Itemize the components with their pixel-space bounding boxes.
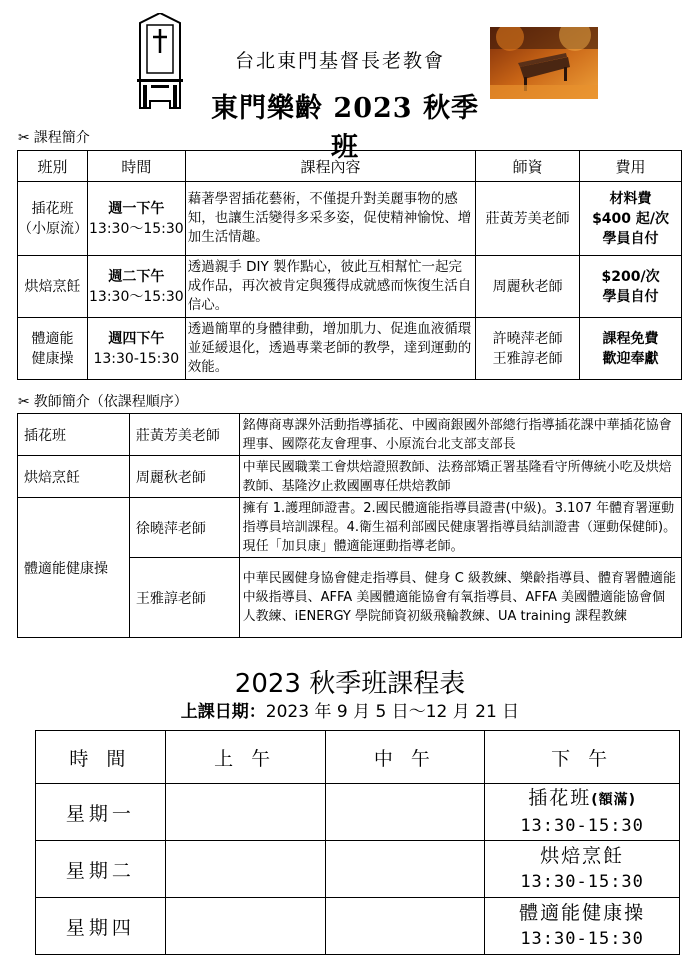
teacher-row: [18, 456, 682, 498]
schedule-dates-label: 上課日期：: [180, 702, 266, 722]
schedule-header-am: 上 午: [165, 731, 325, 784]
courses-section-label: [18, 127, 90, 147]
teacher-name: 周麗秋老師: [129, 456, 239, 498]
course-day: 週四下午: [108, 330, 165, 347]
teacher-bio: 銘傳商專課外活動指導插花、中國商銀國外部總行指導插花課中華插花協會理事、國際花友會理事、小原流台北支部支部長: [239, 414, 681, 456]
course-teacher: 莊黃芳美老師: [476, 182, 580, 256]
course-time: [87, 318, 185, 380]
teacher-name: 莊黃芳美老師: [129, 414, 239, 456]
course-class-sub: 健康操: [31, 350, 74, 367]
schedule-row: [36, 784, 680, 841]
course-class: [18, 182, 88, 256]
course-fee: [580, 256, 682, 318]
schedule-pm: [485, 841, 680, 898]
schedule-pm: [485, 784, 680, 841]
schedule-header-time: 時 間: [36, 731, 166, 784]
schedule-am: [165, 784, 325, 841]
fee-line: $200/次: [601, 268, 660, 285]
schedule-table: [35, 730, 680, 955]
church-name: 台北東門基督長老教會: [234, 50, 445, 72]
teacher-table: [17, 413, 682, 638]
fee-line: 歡迎奉獻: [602, 350, 659, 367]
teacher-bio: 擁有 1.護理師證書。2.國民體適能指導員證書(中級)。3.107 年體育署運動指導員培訓課程。4.衛生福利部國民健康署指導員結訓證書（運動保健師)。現任「加貝康」體適能運動指導老師。: [239, 498, 681, 558]
course-hours: 13:30～15:30: [89, 288, 184, 305]
course-row: [18, 182, 682, 256]
church-logo: [137, 13, 183, 109]
schedule-day: 星期四: [36, 898, 166, 955]
teacher-class: 體適能健康操: [18, 498, 130, 638]
course-teacher: 周麗秋老師: [476, 256, 580, 318]
course-teacher: [476, 318, 580, 380]
header-content: 課程內容: [185, 151, 475, 182]
schedule-day: 星期二: [36, 841, 166, 898]
fee-line: 學員自付: [602, 230, 659, 247]
scissors-icon: ✂: [18, 394, 30, 410]
pm-course-name: 插花班: [528, 787, 592, 809]
header-class: 班別: [18, 151, 88, 182]
course-hours: 13:30～15:30: [89, 220, 184, 237]
pm-course-name: 烘焙烹飪: [540, 845, 625, 867]
fee-line: 課程免費: [602, 330, 659, 347]
course-time: [87, 256, 185, 318]
course-day: 週二下午: [108, 268, 165, 285]
schedule-row: [36, 898, 680, 955]
pm-course-time: 13:30-15:30: [520, 929, 644, 949]
schedule-noon: [325, 784, 485, 841]
course-content: 藉著學習插花藝術，不僅提升對美麗事物的感知，也讓生活變得多采多姿，促使精神愉悅、增加生活情趣。: [185, 182, 475, 256]
pm-course-note: (額滿): [591, 792, 637, 808]
teacher-name: 徐曉萍老師: [129, 498, 239, 558]
header-fee: 費用: [580, 151, 682, 182]
course-row: [18, 256, 682, 318]
pm-course-time: 13:30-15:30: [520, 872, 644, 892]
teachers-section-label: [18, 391, 188, 411]
teacher-class: 烘焙烹飪: [18, 456, 130, 498]
schedule-noon: [325, 841, 485, 898]
course-day: 週一下午: [108, 200, 165, 217]
schedule-dates-value: 2023 年 9 月 5 日～12 月 21 日: [265, 702, 520, 722]
courses-label-text: 課程簡介: [33, 130, 90, 146]
course-class-name: 體適能: [31, 330, 74, 347]
pm-course-time: 13:30-15:30: [520, 816, 644, 836]
schedule-header-row: [36, 731, 680, 784]
schedule-am: [165, 898, 325, 955]
teachers-label-text: 教師簡介（依課程順序）: [33, 394, 188, 410]
scissors-icon: ✂: [18, 130, 30, 146]
course-class: [18, 318, 88, 380]
schedule-noon: [325, 898, 485, 955]
fee-line: 學員自付: [602, 288, 659, 305]
teacher-bio: 中華民國職業工會烘焙證照教師、法務部矯正署基隆看守所傳統小吃及烘焙教師、基隆汐止救國團專任烘焙教師: [239, 456, 681, 498]
course-hours: 13:30-15:30: [93, 350, 180, 367]
schedule-dates: [0, 697, 700, 722]
course-table-header: [18, 151, 682, 182]
course-content: 透過簡單的身體律動，增加肌力、促進血液循環並延緩退化，透過專業老師的教學，達到運動的效能。: [185, 318, 475, 380]
teacher-row: [18, 414, 682, 456]
schedule-title: 2023 秋季班課程表: [234, 669, 466, 699]
class-title: 東門樂齡 2023 秋季班: [211, 93, 479, 163]
course-fee: [580, 318, 682, 380]
fee-line: $400 起/次: [592, 210, 670, 227]
course-fee: [580, 182, 682, 256]
schedule-day: 星期一: [36, 784, 166, 841]
header-teacher: 師資: [476, 151, 580, 182]
fee-line: 材料費: [609, 190, 652, 207]
teacher-bio: 中華民國健身協會健走指導員、健身 C 級教練、樂齡指導員、體育署體適能中級指導員、AFFA 美國體適能協會有氧指導員、AFFA 美國體適能協會個人教練、iENERGY 學院師資初級飛輪教練、UA training 課程教練: [239, 558, 681, 638]
course-class-name: 插花班: [31, 200, 74, 217]
pm-course-name: 體適能健康操: [519, 902, 646, 924]
header-time: 時間: [87, 151, 185, 182]
course-teacher-name: 王雅諄老師: [492, 350, 563, 367]
course-row: [18, 318, 682, 380]
teacher-class: 插花班: [18, 414, 130, 456]
teacher-row: [18, 498, 682, 558]
schedule-header-noon: 中 午: [325, 731, 485, 784]
schedule-pm: [485, 898, 680, 955]
course-class: [18, 256, 88, 318]
course-time: [87, 182, 185, 256]
autumn-bench-photo: [490, 27, 598, 99]
course-class-sub: （小原流）: [18, 220, 88, 237]
teacher-name: 王雅諄老師: [129, 558, 239, 638]
schedule-header-pm: 下 午: [485, 731, 680, 784]
course-content: 透過親手 DIY 製作點心，彼此互相幫忙一起完成作品，再次被肯定與獲得成就感而恢復生活自信心。: [185, 256, 475, 318]
schedule-row: [36, 841, 680, 898]
course-table: [17, 150, 682, 380]
schedule-am: [165, 841, 325, 898]
course-class-name: 烘焙烹飪: [24, 278, 81, 295]
course-teacher-name: 許曉萍老師: [492, 330, 563, 347]
